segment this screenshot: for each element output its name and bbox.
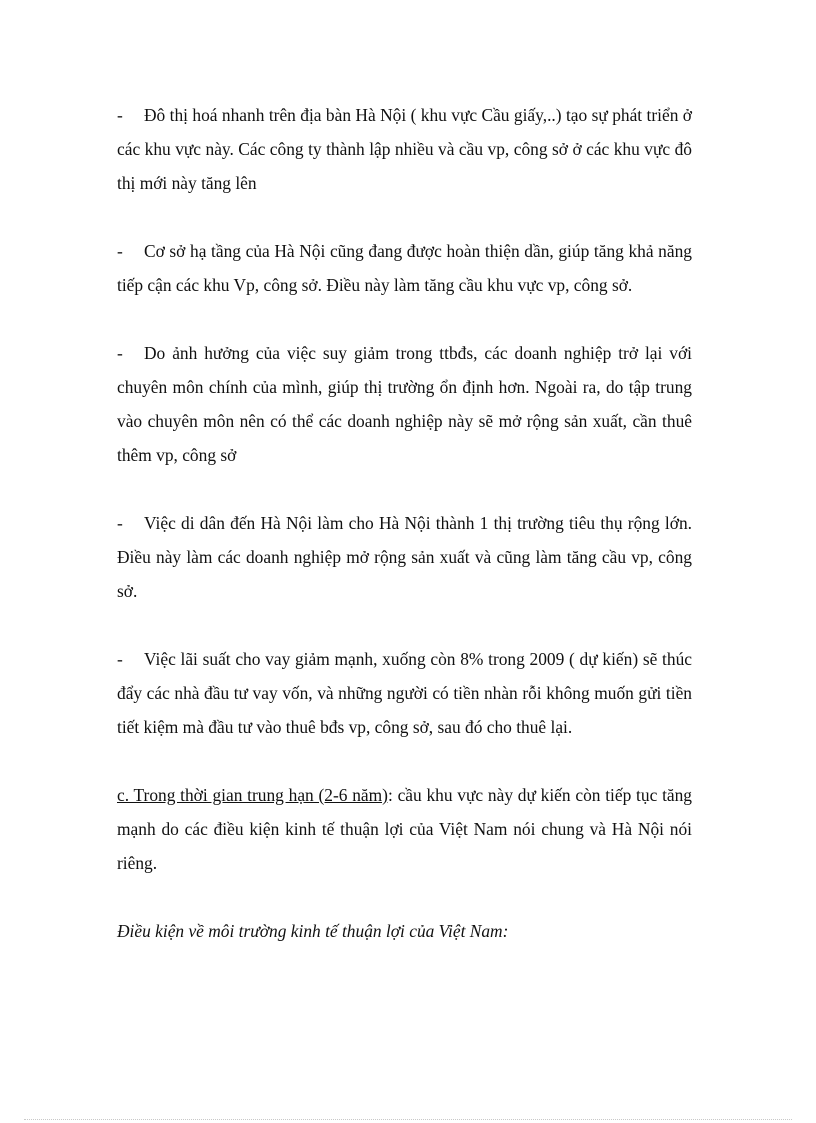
bullet-text: Việc lãi suất cho vay giảm mạnh, xuống còn 8% trong 2009 ( dự kiến) sẽ thúc đẩy các nhà đầu tư vay vốn, và những người có tiền nhàn rỗi không muốn gửi tiền tiết kiệm mà đầu tư vào thuê bđs vp, công sở, sau đó cho thuê lại. [117,649,692,737]
bullet-paragraph-market-decline [117,336,692,472]
bullet-paragraph-interest-rate [117,642,692,744]
section-c-paragraph [117,778,692,880]
section-c-heading: c. Trong thời gian trung hạn (2-6 năm) [117,785,388,805]
page-bottom-divider [24,1119,792,1120]
bullet-text: Cơ sở hạ tầng của Hà Nội cũng đang được hoàn thiện dần, giúp tăng khả năng tiếp cận các khu Vp, công sở. Điều này làm tăng cầu khu vực vp, công sở. [117,241,692,295]
bullet-paragraph-migration [117,506,692,608]
section-c-body: : cầu khu vực này dự kiến còn tiếp tục tăng mạnh do các điều kiện kinh tế thuận lợi của Việt Nam nói chung và Hà Nội nói riêng. [117,785,693,873]
bullet-text: Do ảnh hưởng của việc suy giảm trong ttbđs, các doanh nghiệp trở lại với chuyên môn chính của mình, giúp thị trường ổn định hơn. Ngoài ra, do tập trung vào chuyên môn nên có thể các doanh nghiệp này sẽ mở rộng sản xuất, cần thuê thêm vp, công sở [117,343,692,465]
bullet-dash: - [117,241,123,261]
bullet-paragraph-urbanization [117,98,692,200]
bullet-dash: - [117,343,123,363]
bullet-text: Đô thị hoá nhanh trên địa bàn Hà Nội ( khu vực Cầu giấy,..) tạo sự phát triển ở các khu vực này. Các công ty thành lập nhiều và cầu vp, công sở ở các khu vực đô thị mới này tăng lên [117,105,692,193]
bullet-dash: - [117,105,123,125]
document-body [117,98,692,948]
bullet-paragraph-infrastructure [117,234,692,302]
bullet-text: Việc di dân đến Hà Nội làm cho Hà Nội thành 1 thị trường tiêu thụ rộng lớn. Điều này làm các doanh nghiệp mở rộng sản xuất và cũng làm tăng cầu vp, công sở. [117,513,692,601]
bullet-dash: - [117,649,123,669]
economic-conditions-heading: Điều kiện về môi trường kinh tế thuận lợi của Việt Nam: [117,921,509,941]
bullet-dash: - [117,513,123,533]
